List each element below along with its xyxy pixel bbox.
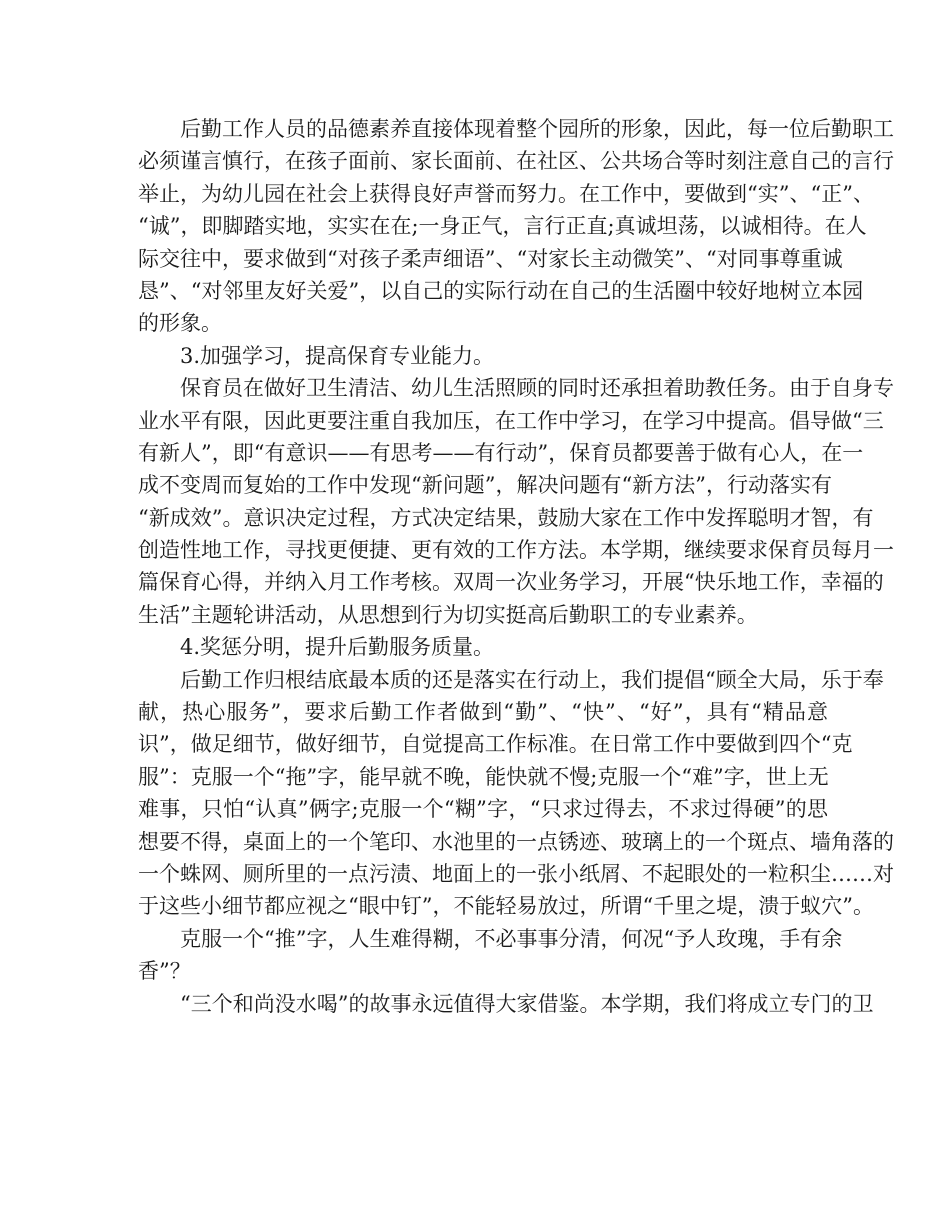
text-line: 恳”、“对邻里友好关爱”，以自己的实际行动在自己的生活圈中较好地树立本园 bbox=[138, 278, 864, 303]
text-line: 的形象。 bbox=[138, 311, 222, 336]
text-line: 服”：克服一个“拖”字，能早就不晚，能快就不慢;克服一个“难”字，世上无 bbox=[138, 764, 829, 789]
text-line: 于这些小细节都应视之“眼中钉”，不能轻易放过，所谓“千里之堤，溃于蚁穴”。 bbox=[138, 894, 874, 919]
text-line: 后勤工作归根结底最本质的还是落实在行动上，我们提倡“顾全大局，乐于奉 bbox=[180, 667, 884, 692]
text-line: 成不变周而复始的工作中发现“新问题”，解决问题有“新方法”，行动落实有 bbox=[138, 473, 832, 498]
text-line: “诚”，即脚踏实地，实实在在;一身正气，言行正直;真诚坦荡，以诚相待。在人 bbox=[138, 214, 867, 239]
text-line: 创造性地工作，寻找更便捷、更有效的工作方法。本学期，继续要求保育员每月一 bbox=[138, 538, 894, 563]
text-line: 难事，只怕“认真”俩字;克服一个“糊”字，“只求过得去，不求过得硬”的思 bbox=[138, 797, 828, 822]
text-line: 一个蛛网、厕所里的一点污渍、地面上的一张小纸屑、不起眼处的一粒积尘……对 bbox=[138, 861, 894, 886]
section-heading: 3.加强学习，提高保育专业能力。 bbox=[180, 343, 495, 368]
text-line: 识”，做足细节，做好细节，自觉提高工作标准。在日常工作中要做到四个“克 bbox=[138, 732, 853, 757]
text-line: 际交往中，要求做到“对孩子柔声细语”、“对家长主动微笑”、“对同事尊重诚 bbox=[138, 246, 843, 271]
text-line: 后勤工作人员的品德素养直接体现着整个园所的形象，因此，每一位后勤职工 bbox=[180, 117, 894, 141]
text-line: 克服一个“推”字，人生难得糊，不必事事分清，何况“予人玫瑰，手有余 bbox=[180, 926, 843, 951]
text-line: 举止，为幼儿园在社会上获得良好声誉而努力。在工作中，要做到“实”、“正”、 bbox=[138, 181, 874, 206]
text-line: 有新人”，即“有意识——有思考——有行动”，保育员都要善于做有心人，在一 bbox=[138, 440, 864, 465]
text-line: 业水平有限，因此更要注重自我加压，在工作中学习，在学习中提高。倡导做“三 bbox=[138, 408, 884, 433]
text-line: 必须谨言慎行，在孩子面前、家长面前、在社区、公共场合等时刻注意自己的言行 bbox=[138, 149, 894, 174]
text-line: 献，热心服务”，要求后勤工作者做到“勤”、“快”、“好”，具有“精品意 bbox=[138, 700, 828, 725]
text-line: 想要不得，桌面上的一个笔印、水池里的一点锈迹、玻璃上的一个斑点、墙角落的 bbox=[138, 829, 894, 854]
document-body bbox=[138, 113, 894, 1020]
text-line: “三个和尚没水喝”的故事永远值得大家借鉴。本学期，我们将成立专门的卫 bbox=[180, 991, 874, 1016]
text-line: “新成效”。意识决定过程，方式决定结果，鼓励大家在工作中发挥聪明才智，有 bbox=[138, 505, 874, 530]
section-heading: 4.奖惩分明，提升后勤服务质量。 bbox=[180, 635, 495, 660]
text-line: 生活”主题轮讲活动，从思想到行为切实挺高后勤职工的专业素养。 bbox=[138, 602, 758, 627]
text-line: 篇保育心得，并纳入月工作考核。双周一次业务学习，开展“快乐地工作，幸福的 bbox=[138, 570, 884, 595]
text-line: 香”？ bbox=[138, 959, 191, 984]
text-line: 保育员在做好卫生清洁、幼儿生活照顾的同时还承担着助教任务。由于自身专 bbox=[180, 376, 894, 401]
